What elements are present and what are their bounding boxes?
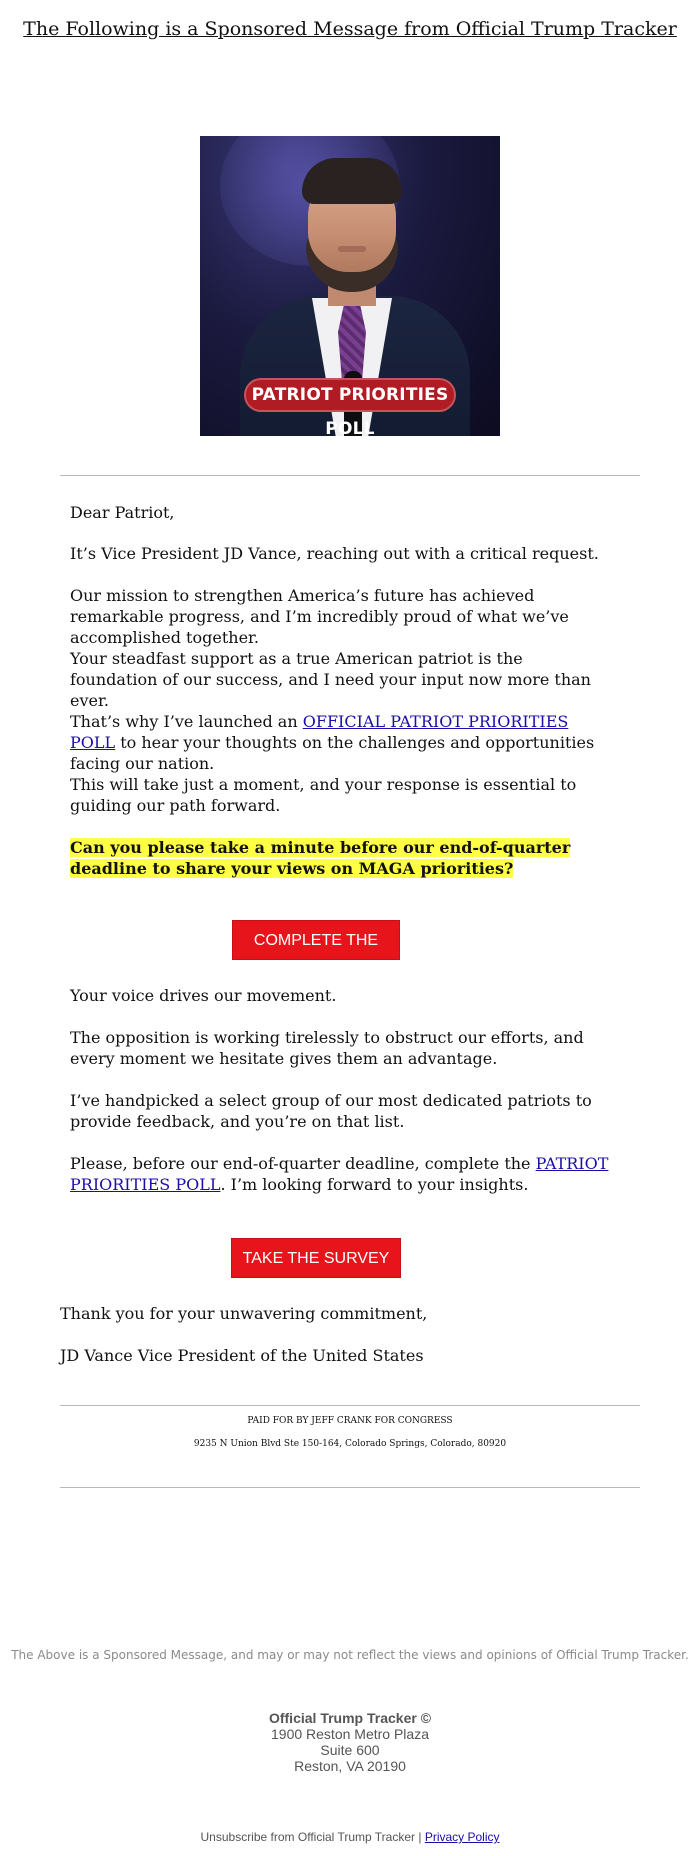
thanks-text: Thank you for your unwavering commitment, <box>60 1304 428 1323</box>
signature-text: JD Vance Vice President of the United States <box>60 1346 424 1365</box>
take-survey-button[interactable]: TAKE THE SURVEY NOW >> <box>231 1238 401 1278</box>
letter-paragraph-5 <box>70 774 610 816</box>
letter-paragraph-6 <box>70 985 610 1006</box>
highlight-question <box>70 837 610 879</box>
letter-paragraph-8 <box>70 1090 610 1132</box>
hair <box>302 158 402 204</box>
hero-image[interactable] <box>200 136 500 436</box>
mouth <box>338 246 366 252</box>
privacy-policy-link[interactable]: Privacy Policy <box>424 1830 500 1844</box>
sender-address-line-3: Reston, VA 20190 <box>294 1758 406 1774</box>
signature-line <box>60 1345 640 1366</box>
letter-paragraph-1 <box>70 543 610 564</box>
paragraph-text: That’s why I’ve launched an <box>70 712 303 731</box>
paragraph-text: The opposition is working tirelessly to obstruct our efforts, and every moment we hesitate gives them an advantage. <box>70 1028 584 1068</box>
paid-for-line: PAID FOR BY JEFF CRANK FOR CONGRESS <box>247 1416 453 1426</box>
sender-address-line-2: Suite 600 <box>320 1742 380 1758</box>
thanks-line <box>60 1303 640 1324</box>
paragraph-text: Your voice drives our movement. <box>70 986 337 1005</box>
poll-link[interactable]: OFFICIAL PATRIOT PRIORITIES POLL <box>70 712 569 752</box>
complete-survey-button[interactable]: COMPLETE THE SURVEY>> <box>232 920 400 960</box>
sponsored-header: The Following is a Sponsored Message from Official Trump Tracker <box>23 18 677 40</box>
paragraph-text: This will take just a moment, and your response is essential to guiding our path forward. <box>70 775 577 815</box>
sponsored-disclaimer: The Above is a Sponsored Message, and may or may not reflect the views and opinions of Official Trump Tracker. <box>11 1648 689 1662</box>
paragraph-text: Your steadfast support as a true American patriot is the foundation of our success, and I need your input now more than ever. <box>70 649 591 710</box>
letter-paragraph-3 <box>70 648 610 711</box>
footer <box>0 1830 700 1844</box>
highlight-text: Can you please take a minute before our end-of-quarter deadline to share your views on MAGA priorities? <box>70 838 571 878</box>
paragraph-text: . I’m looking forward to your insights. <box>220 1175 529 1194</box>
poll-badge: PATRIOT PRIORITIES POLL <box>244 378 456 412</box>
letter-paragraph-4 <box>70 711 610 774</box>
poll-link-2[interactable]: PATRIOT PRIORITIES POLL <box>70 1154 609 1194</box>
unsubscribe-link[interactable]: Unsubscribe from Official Trump Tracker <box>200 1830 416 1844</box>
sender-name: Official Trump Tracker © <box>268 1710 432 1726</box>
divider-top <box>60 475 640 476</box>
sender-address <box>0 1710 700 1774</box>
paid-for-address: 9235 N Union Blvd Ste 150-164, Colorado Springs, Colorado, 80920 <box>193 1439 507 1449</box>
paragraph-text: It’s Vice President JD Vance, reaching out with a critical request. <box>70 544 599 563</box>
greeting-text: Dear Patriot, <box>70 503 175 522</box>
letter-paragraph-2 <box>70 585 610 648</box>
footer-separator: | <box>415 1830 425 1844</box>
paragraph-text: Please, before our end-of-quarter deadline, complete the <box>70 1154 536 1173</box>
divider-middle <box>60 1405 640 1406</box>
letter-paragraph-9 <box>70 1153 610 1195</box>
paragraph-text: I’ve handpicked a select group of our most dedicated patriots to provide feedback, and you’re on that list. <box>70 1091 592 1131</box>
paragraph-text: Our mission to strengthen America’s future has achieved remarkable progress, and I’m incredibly proud of what we’ve accomplished together. <box>70 586 569 647</box>
letter-greeting <box>70 502 610 523</box>
paragraph-text: to hear your thoughts on the challenges and opportunities facing our nation. <box>70 733 595 773</box>
sender-address-line-1: 1900 Reston Metro Plaza <box>271 1726 429 1742</box>
divider-bottom <box>60 1487 640 1488</box>
letter-paragraph-7 <box>70 1027 610 1069</box>
